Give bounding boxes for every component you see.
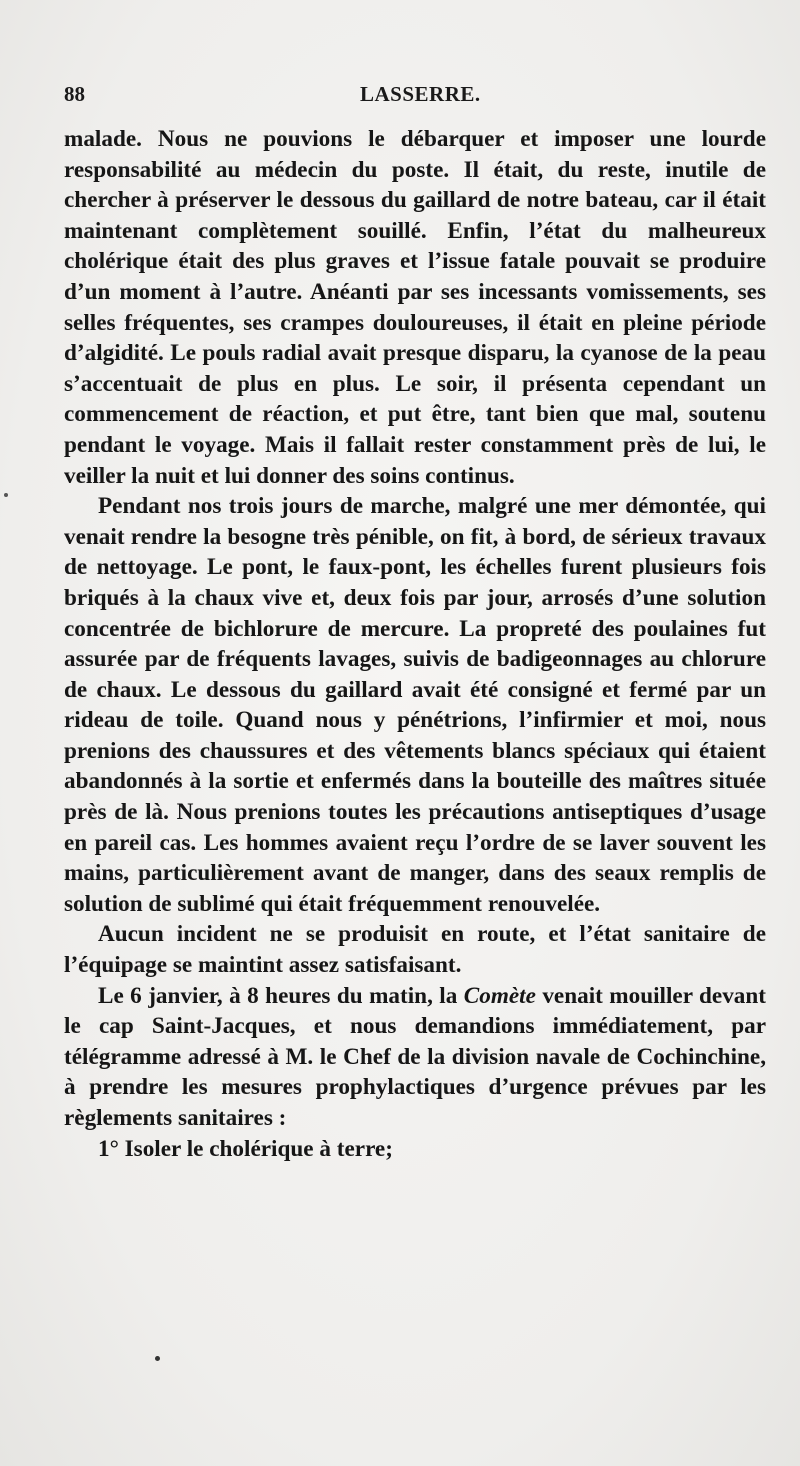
- body-text: [64, 124, 766, 1164]
- list-item-1: 1° Isoler le cholérique à terre;: [98, 1135, 393, 1162]
- paragraph-4-start: Le 6 janvier, à 8 heures du matin, la: [98, 982, 464, 1009]
- paragraph-1: malade. Nous ne pouvions le débarquer et imposer une lourde responsabilité au médecin du poste. Il était, du reste, inutile de chercher à préserver le dessous du gaillard de notre bateau, car il était maintenant complètement souillé. Enfin, l’état du malheureux cholérique était des plus graves et l’issue fatale pouvait se produire d’un moment à l’autre. Anéanti par ses incessants vomissements, ses selles fréquentes, ses crampes douloureuses, il était en pleine période d’algidité. Le pouls radial avait presque disparu, la cyanose de la peau s’accentuait de plus en plus. Le soir, il présenta cependant un commencement de réaction, et put être, tant bien que mal, soutenu pendant le voyage. Mais il fallait rester constamment près de lui, le veiller la nuit et lui donner des soins continus.: [64, 126, 766, 489]
- page-number: 88: [64, 82, 85, 106]
- margin-speck: [4, 493, 8, 497]
- paragraph-3: Aucun incident ne se produisit en route, et l’état sanitaire de l’équipage se maintint assez satisfaisant.: [64, 921, 766, 979]
- running-head: LASSERRE.: [360, 82, 481, 106]
- paragraph-4-end: venait mouiller devant le cap Saint-Jacques, et nous demandions immédiatement, par télégramme adressé à M. le Chef de la division navale de Cochinchine, à prendre les mesures prophylactiques d’urgence prévues par les règlements sanitaires :: [64, 982, 767, 1131]
- page-header: [64, 82, 764, 112]
- ship-name: Comète: [463, 982, 536, 1009]
- paragraph-4: [64, 981, 766, 1134]
- paragraph-2: Pendant nos trois jours de marche, malgré une mer démontée, qui venait rendre la besogne très pénible, on fit, à bord, de sérieux travaux de nettoyage. Le pont, le faux-pont, les échelles furent plusieurs fois briqués à la chaux vive et, deux fois par jour, arrosés d’une solution concentrée de bichlorure de mercure. La propreté des poulaines fut assurée par de fréquents lavages, suivis de badigeonnages au chlorure de chaux. Le dessous du gaillard avait été consigné et fermé par un rideau de toile. Quand nous y pénétrions, l’infirmier et moi, nous prenions des chaussures et des vêtements blancs spéciaux qui étaient abandonnés à la sortie et enfermés dans la bouteille des maîtres située près de là. Nous prenions toutes les précautions antiseptiques d’usage en pareil cas. Les hommes avaient reçu l’ordre de se laver souvent les mains, particulièrement avant de manger, dans des seaux remplis de solution de sublimé qui était fréquemment renouvelée.: [64, 493, 766, 917]
- ink-dot: [155, 1356, 160, 1361]
